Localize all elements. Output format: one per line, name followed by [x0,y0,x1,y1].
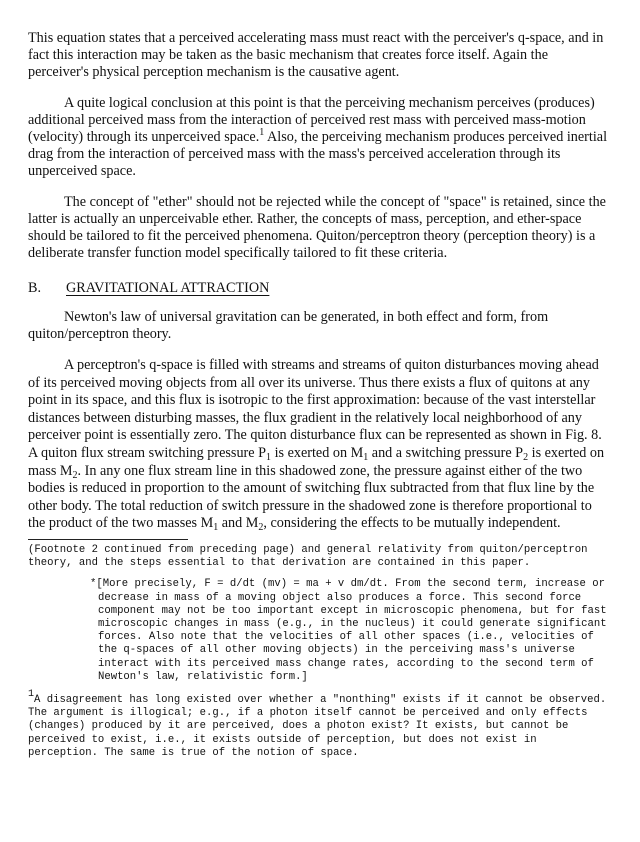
footnote-1 [28,688,608,760]
footnote-1-text: A disagreement has long existed over whether a "nonthing" exists if it cannot be observed. The argument is illogical; e.g., if a photon itself cannot be perceived and only effects (changes) produced by it are perceived, does a photon exist? It exists, but cannot be perceived to exist, i.e., it exists outside of perception, but does not exist in perception. The same is true of the notion of space. [28,693,607,759]
flux-text-f: and M [218,515,259,532]
flux-text-b: is exerted on M [271,444,364,461]
subscript: 1 [213,522,219,534]
footnote-ref-1: 1 [259,127,265,138]
section-title: GRAVITATIONAL ATTRACTION [66,280,270,296]
paragraph-newton-law: Newton's law of universal gravitation can be generated, in both effect and form, from quiton/perceptron theory. [28,309,549,342]
footnote-star-block [28,578,608,684]
subscript: 1 [363,451,369,463]
subscript: 2 [72,469,78,481]
footnote-divider [28,539,188,540]
paragraph-logical-conclusion-cont: Also, the perceiving mechanism produces perceived inertial drag from the interaction of perceived mass with the mass's perceived acceleration through its unperceived space. [28,129,608,179]
flux-text-e: . In any one flux stream line in this shadowed zone, the pressure against either of the two bodies is reduced in proportion to the amount of switching flux subtracted from that flux line by the other body. The total reduction of switch pressure in the shadowed zone is therefore proportional to the product of the two masses M [28,462,595,532]
section-heading [28,280,608,297]
section-letter: B. [28,280,42,296]
subscript: 2 [258,522,264,534]
paragraph-ether-concept: The concept of "ether" should not be rejected while the concept of "space" is retained, since the latter is actually an unperceivable ether. Rather, the concepts of mass, perception, and ether-space should be tailored to fit the perceived phenomena. Quiton/perceptron theory (perception theory) is a deliberate transfer function model specifically tailored to fit these criteria. [28,194,606,261]
footnote-1-marker: 1 [28,688,35,700]
subscript: 2 [523,451,529,463]
paragraph-logical-conclusion-text: A quite logical conclusion at this point is that the perceiving mechanism perceives (produces) additional perceived mass from the interaction of perceived rest mass with perceived mass-motion (velocity) through its unperceived space. [28,95,595,145]
flux-text-c: and a switching pressure P [368,444,524,461]
paragraph-mass-reaction: This equation states that a perceived accelerating mass must react with the perceiver's q-space, and in fact this interaction may be taken as the basic mechanism that creates force itself. Again the perceiver's physical perception mechanism is the causative agent. [28,30,604,80]
flux-text-a: A perceptron's q-space is filled with streams and streams of quiton disturbances moving ahead of its perceived moving objects from all over its universe. Thus there exists a flux of quitons at any point in its space, and this flux is isotropic to the first approximation: because of the vast interstellar distances between disturbing masses, the flux gradient in the relatively local neighborhood of any perceiver point is essentially zero. The quiton disturbance flux can be represented as shown in Fig. 8. A quiton flux stream switching pressure P [28,357,602,461]
paragraph-logical-conclusion [28,95,608,180]
paragraph-qspace-flux [28,357,608,533]
footnote-continued: (Footnote 2 continued from preceding page) and general relativity from quiton/perceptron theory, and the steps essential to that derivation are contained in this paper. [28,543,588,570]
subscript: 1 [266,451,272,463]
document-page [28,30,608,760]
footnote-star: *[More precisely, F = d/dt (mv) = ma + v dm/dt. From the second term, increase or decrease in mass of a moving object also produces a force. This second force component may not be too important except in microscopic phenomena, but for fast microscopic changes in mass (e.g., in the nucleus) it could generate significant forces. Also note that the velocities of all other spaces (i.e., velocities of the q-spaces of all other moving objects) in the perceiving mass's universe interact with its perceived mass change rates, according to the second term of Newton's law, relativistic form.] [90,578,607,683]
flux-text-d: is exerted on mass M [28,444,605,479]
flux-text-g: , considering the effects to be mutually independent. [263,515,561,532]
